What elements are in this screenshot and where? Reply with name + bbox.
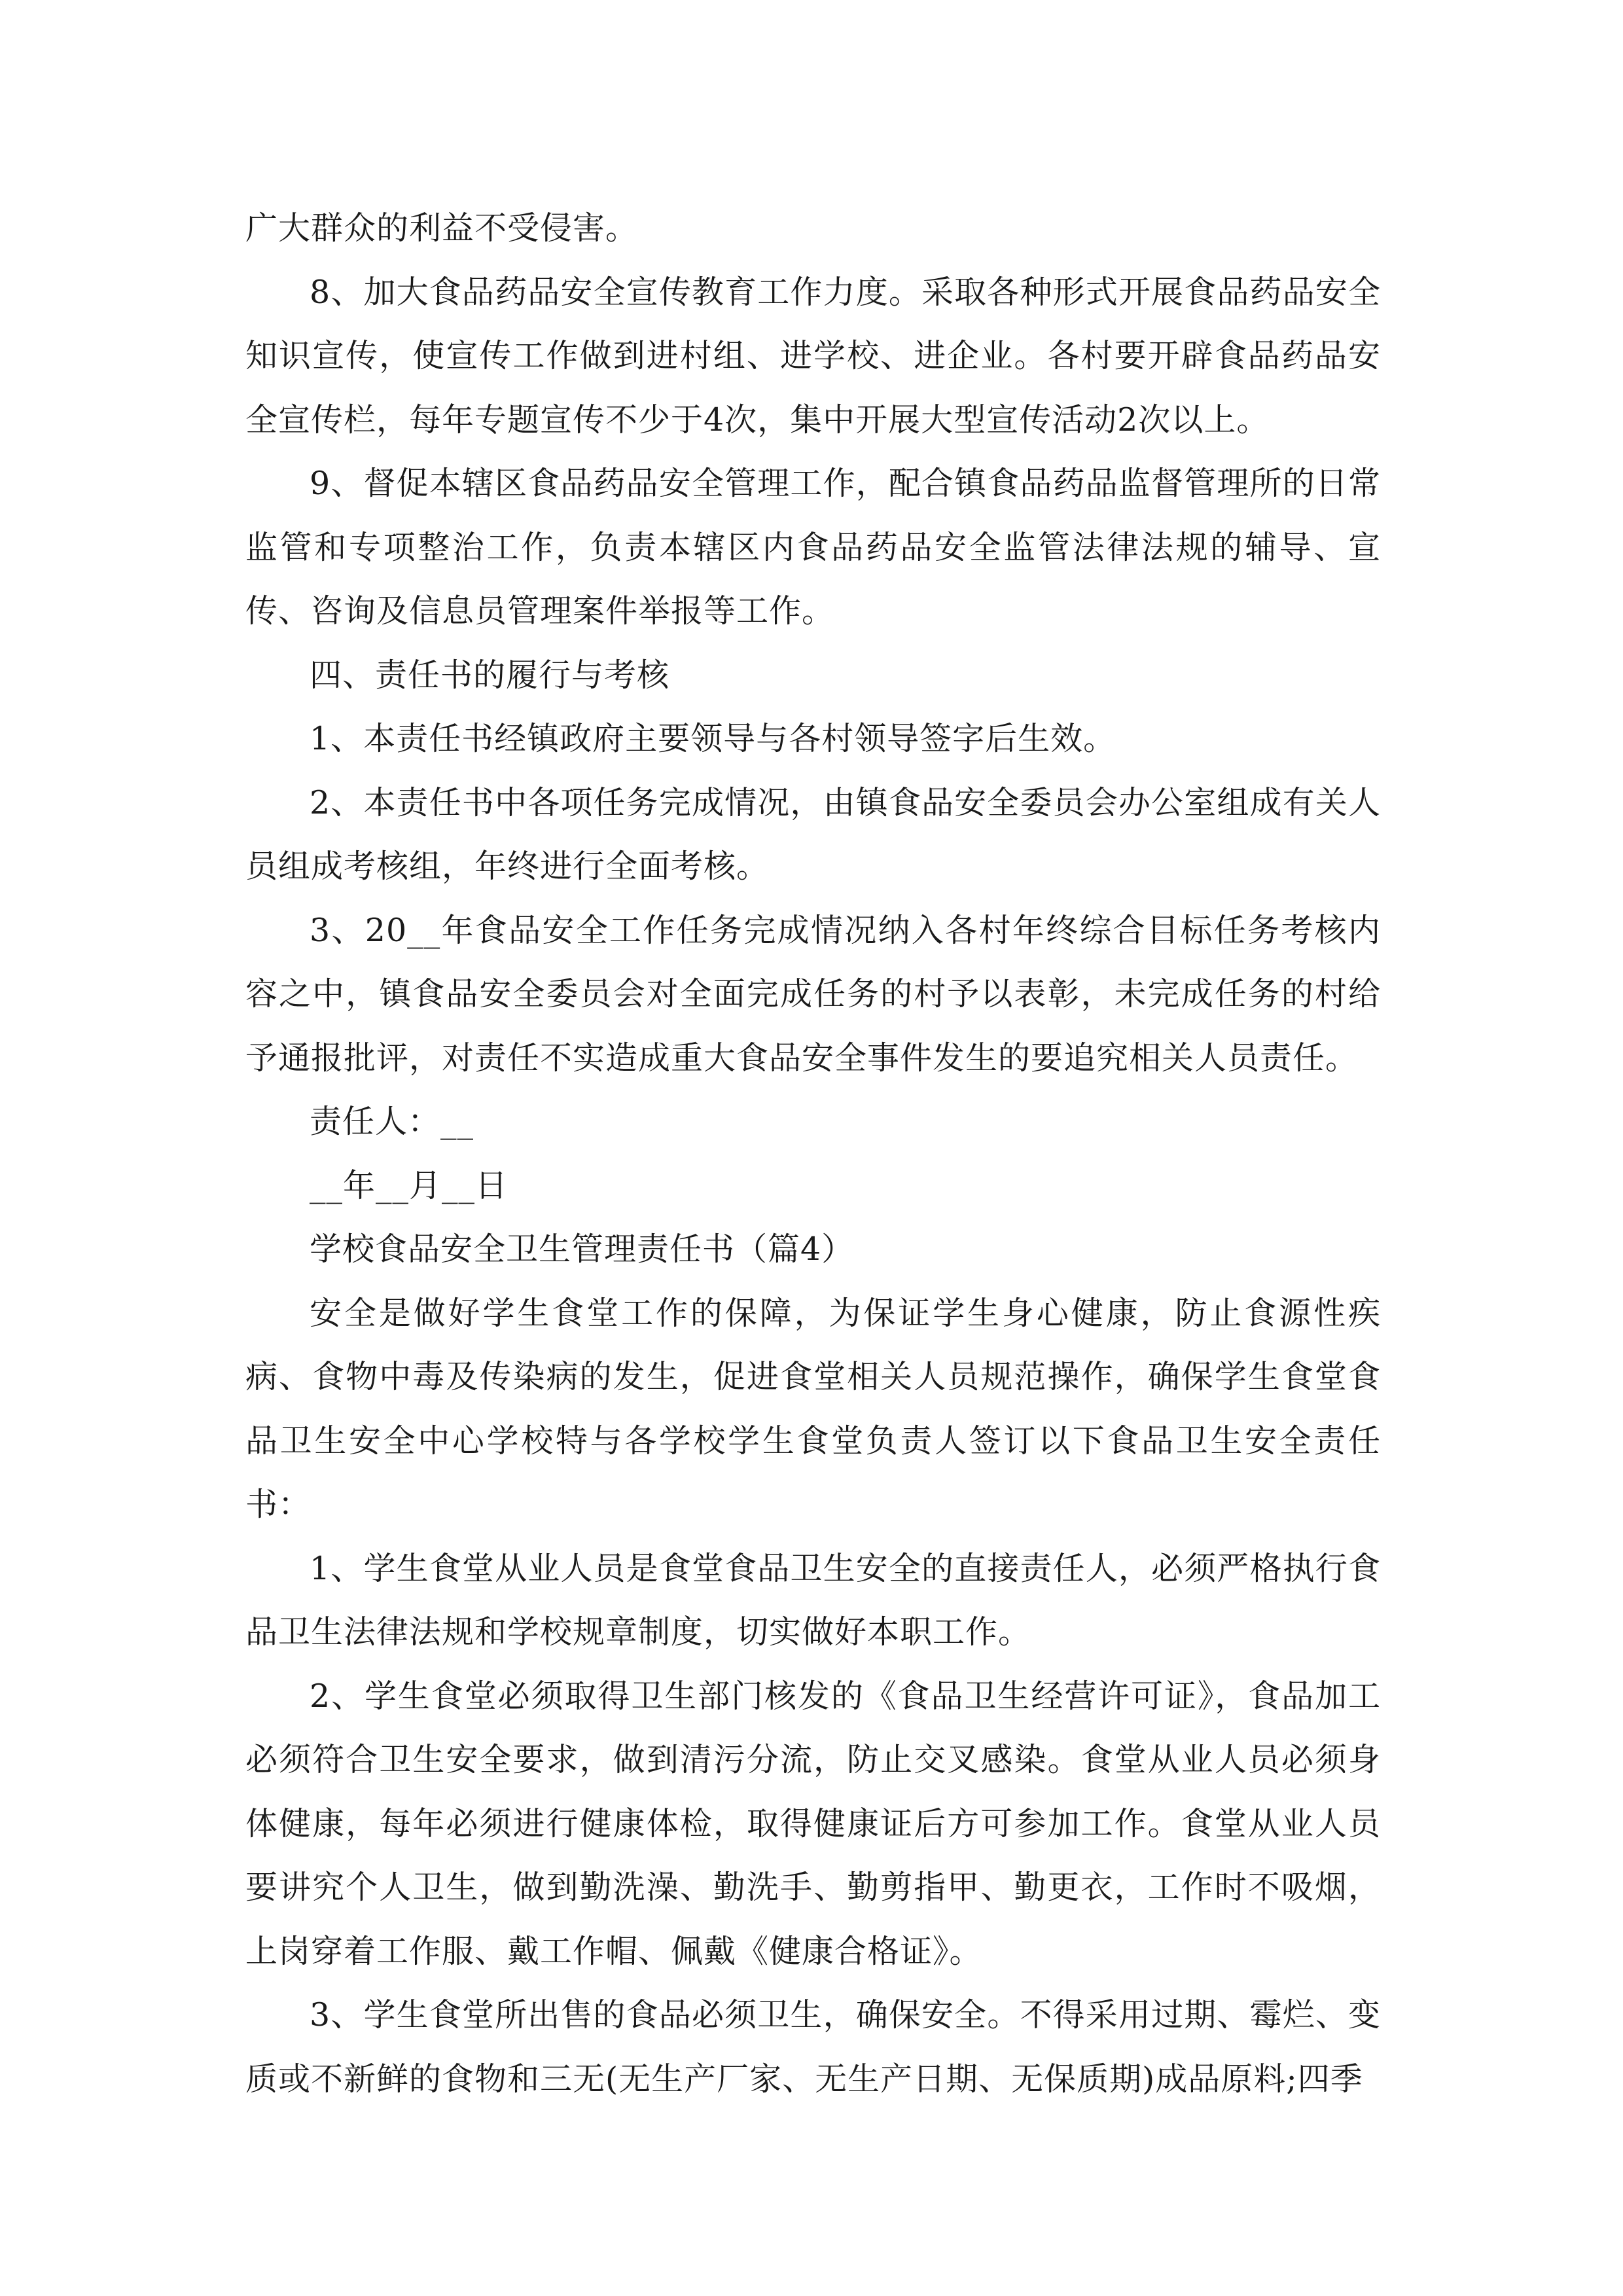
paragraph: 2、本责任书中各项任务完成情况，由镇食品安全委员会办公室组成有关人员组成考核组，年终进行全面考核。 xyxy=(245,783,1381,885)
paragraph: 安全是做好学生食堂工作的保障，为保证学生身心健康，防止食源性疾病、食物中毒及传染病的发生，促进食堂相关人员规范操作，确保学生食堂食品卫生安全中心学校特与各学校学生食堂负责人签订以下食品卫生安全责任书： xyxy=(245,1294,1381,1523)
document-body xyxy=(245,196,1381,2111)
paragraph: 1、本责任书经镇政府主要领导与各村领导签字后生效。 xyxy=(310,720,1116,757)
paragraph: 广大群众的利益不受侵害。 xyxy=(245,209,639,247)
date-line: __年__月__日 xyxy=(310,1166,508,1204)
paragraph: 2、学生食堂必须取得卫生部门核发的《食品卫生经营许可证》，食品加工必须符合卫生安全要求，做到清污分流，防止交叉感染。食堂从业人员必须身体健康，每年必须进行健康体检，取得健康证后方可参加工作。食堂从业人员要讲究个人卫生，做到勤洗澡、勤洗手、勤剪指甲、勤更衣，工作时不吸烟，上岗穿着工作服、戴工作帽、佩戴《健康合格证》。 xyxy=(245,1677,1381,1970)
paragraph: 3、20__年食品安全工作任务完成情况纳入各村年终综合目标任务考核内容之中，镇食品安全委员会对全面完成任务的村予以表彰，未完成任务的村给予通报批评，对责任不实造成重大食品安全事件发生的要追究相关人员责任。 xyxy=(245,911,1381,1077)
paragraph: 8、加大食品药品安全宣传教育工作力度。采取各种形式开展食品药品安全知识宣传，使宣传工作做到进村组、进学校、进企业。各村要开辟食品药品安全宣传栏，每年专题宣传不少于4次，集中开展大型宣传活动2次以上。 xyxy=(245,273,1381,439)
signature-line: 责任人：__ xyxy=(310,1103,474,1140)
paragraph: 1、学生食堂从业人员是食堂食品卫生安全的直接责任人，必须严格执行食品卫生法律法规和学校规章制度，切实做好本职工作。 xyxy=(245,1549,1381,1651)
paragraph: 9、督促本辖区食品药品安全管理工作，配合镇食品药品监督管理所的日常监管和专项整治工作，负责本辖区内食品药品安全监管法律法规的辅导、宣传、咨询及信息员管理案件举报等工作。 xyxy=(245,465,1381,630)
section-heading: 四、责任书的履行与考核 xyxy=(310,656,670,694)
paragraph: 3、学生食堂所出售的食品必须卫生，确保安全。不得采用过期、霉烂、变质或不新鲜的食物和三无(无生产厂家、无生产日期、无保质期)成品原料;四季 xyxy=(245,1996,1381,2098)
document-title: 学校食品安全卫生管理责任书（篇4） xyxy=(310,1230,855,1268)
